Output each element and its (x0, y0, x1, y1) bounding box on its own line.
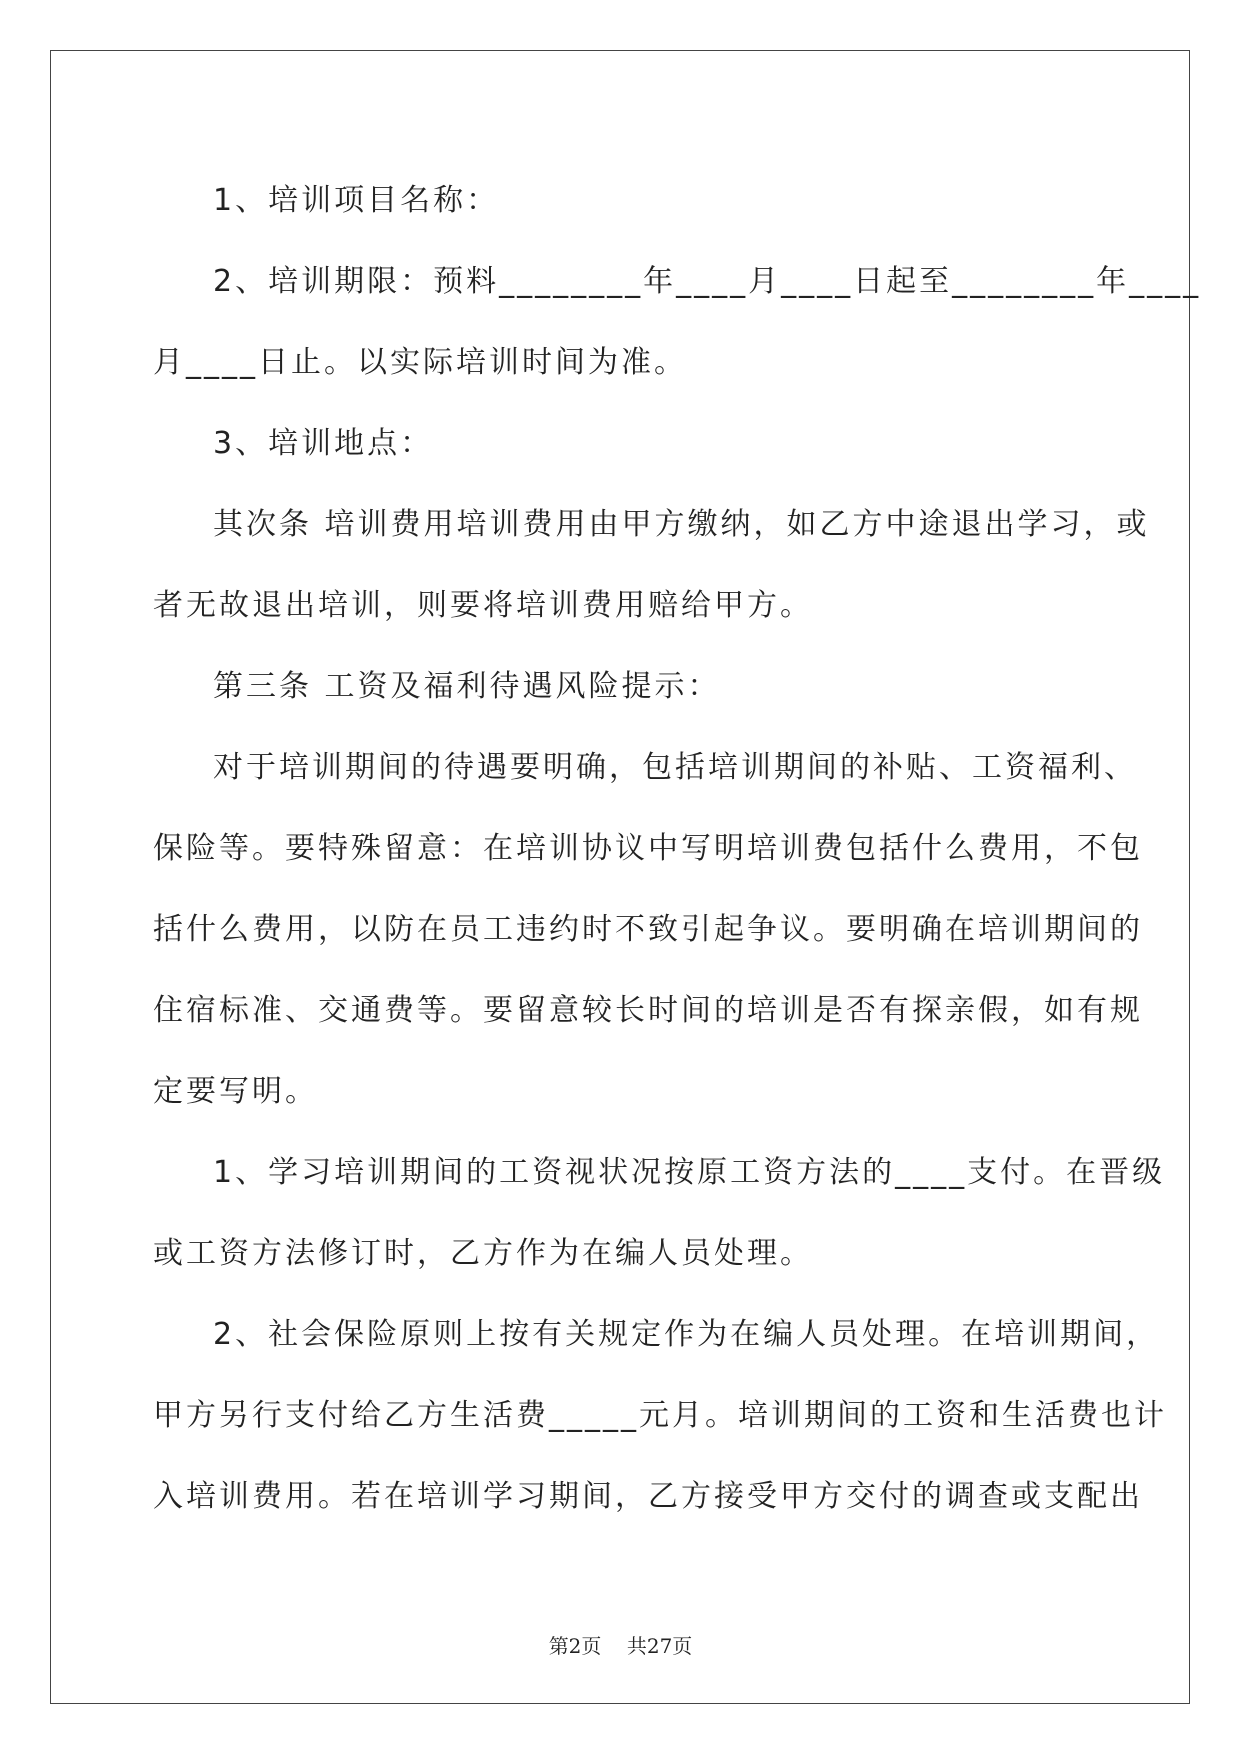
item-wages: 1、学习培训期间的工资视状况按原工资方法的____支付。在晋级 (213, 1155, 1166, 1190)
document-body (153, 160, 1202, 1537)
page-total: 共27页 (626, 1634, 693, 1658)
article-two-cont: 者无故退出培训，则要将培训费用赔给甲方。 (153, 588, 813, 623)
item-wages-cont: 或工资方法修订时，乙方作为在编人员处理。 (153, 1236, 813, 1271)
page-number: 第2页 (548, 1634, 602, 1658)
article-two-heading: 其次条 培训费用培训费用由甲方缴纳，如乙方中途退出学习，或 (213, 507, 1150, 542)
item-training-period-cont: 月____日止。以实际培训时间为准。 (153, 345, 687, 380)
paragraph-line: 住宿标准、交通费等。要留意较长时间的培训是否有探亲假，如有规 (153, 993, 1143, 1028)
paragraph-line: 定要写明。 (153, 1074, 318, 1109)
item-training-period: 2、培训期限：预料________年____月____日起至________年____ (213, 264, 1202, 299)
paragraph-line: 对于培训期间的待遇要明确，包括培训期间的补贴、工资福利、 (213, 750, 1137, 785)
paragraph-line: 括什么费用，以防在员工违约时不致引起争议。要明确在培训期间的 (153, 912, 1143, 947)
article-three-heading: 第三条 工资及福利待遇风险提示： (213, 669, 721, 704)
paragraph-line: 保险等。要特殊留意：在培训协议中写明培训费包括什么费用，不包 (153, 831, 1143, 866)
item-project-name: 1、培训项目名称： (213, 183, 500, 218)
item-training-location: 3、培训地点： (213, 426, 434, 461)
item-social-insurance-cont: 甲方另行支付给乙方生活费_____元月。培训期间的工资和生活费也计 (153, 1398, 1167, 1433)
item-social-insurance: 2、社会保险原则上按有关规定作为在编人员处理。在培训期间， (213, 1317, 1160, 1352)
item-social-insurance-cont: 入培训费用。若在培训学习期间，乙方接受甲方交付的调查或支配出 (153, 1479, 1143, 1514)
page-footer (0, 1630, 1241, 1659)
